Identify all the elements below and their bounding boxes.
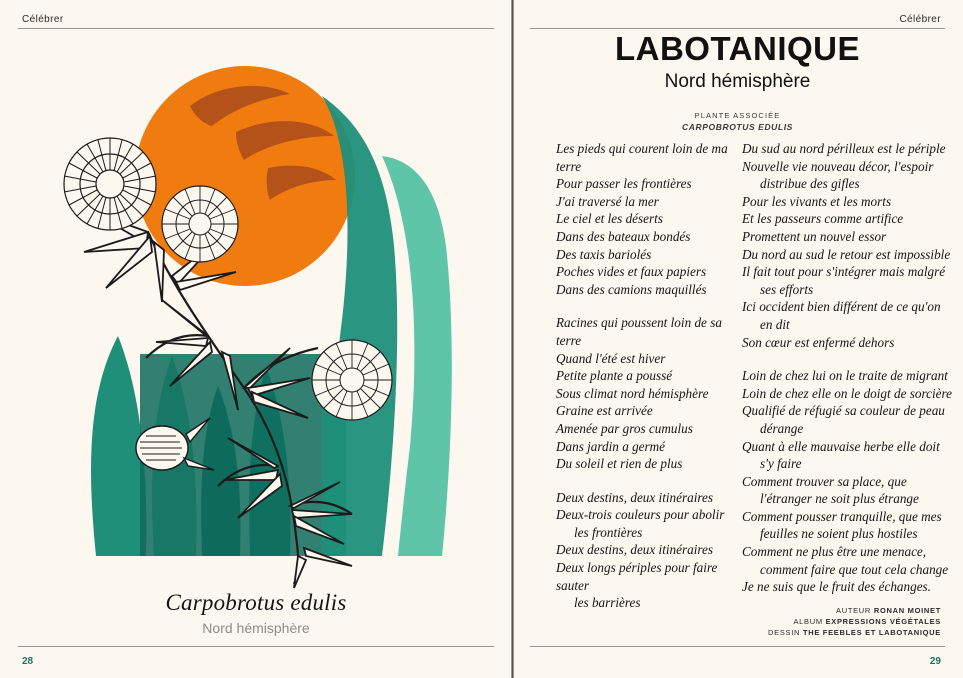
lyrics-line: l'étranger ne soit plus étrange [760,491,919,507]
lyrics-line: Comment pousser tranquille, que mes [742,508,942,524]
lyrics-line: Pour passer les frontières [556,176,692,192]
credits-block [768,605,941,638]
lyrics-line: Qualifié de réfugié sa couleur de peau [742,403,945,419]
lyrics-columns [512,140,963,628]
lyrics-line: Deux-trois couleurs pour abolir [556,507,725,523]
credit-value: RONAN MOINET [873,606,941,615]
credit-label: AUTEUR [836,606,872,615]
credit-label: ALBUM [793,617,823,626]
footer-rule-left [18,646,494,647]
lyrics-line: Je ne suis que le fruit des échanges. [742,579,931,595]
lyrics-column-left [512,140,730,628]
lyrics-column-right [730,140,963,628]
lyrics-line: s'y faire [760,456,802,472]
lyrics-line: Ici occident bien différent de ce qu'on [742,299,941,315]
lyrics-line: ses efforts [760,281,814,297]
lyrics-line: en dit [760,316,790,332]
page-title: LABOTANIQUE [614,30,861,67]
lyrics-line: Du nord au sud le retour est impossible [742,246,951,262]
right-page [512,0,963,678]
folio-right: 29 [929,656,941,667]
credit-row [768,605,941,616]
lyrics-line: Du soleil et rien de plus [556,456,683,472]
illustration-caption [0,590,512,636]
lyrics-line: Le ciel et les déserts [556,211,663,227]
lyrics-line: les barrières [574,595,641,611]
lyrics-stanza [742,140,963,351]
lyrics-line: Dans des camions maquillés [556,281,707,297]
lyrics-line: J'ai traversé la mer [556,193,659,209]
header-rule-right [530,28,945,29]
lyrics-line: Comment trouver sa place, que [742,473,907,489]
lyrics-line: Il fait tout pour s'intégrer mais malgré [742,264,946,280]
lyrics-line: Amenée par gros cumulus [556,420,693,436]
lyrics-line: Du sud au nord périlleux est le périple [742,141,946,156]
running-head-right: Célébrer [899,14,941,25]
lyrics-line: Graine est arrivée [556,403,653,419]
lyrics-stanza [556,140,730,298]
lyrics-line: Nouvelle vie nouveau décor, l'espoir [742,158,934,174]
lyrics-line: Quand l'été est hiver [556,350,666,366]
running-head-left: Célébrer [22,14,64,25]
lyrics-line: Promettent un nouvel essor [742,228,887,244]
lyrics-line: les frontières [574,524,643,540]
lyrics-line: Loin de chez elle on le doigt de sorcière [742,385,952,401]
lyrics-line: Deux destins, deux itinéraires [556,489,713,505]
lyrics-line: Dans jardin a germé [556,438,666,454]
lyrics-line: Loin de chez lui on le traite de migrant [742,368,948,384]
plant-illustration [22,36,490,592]
lyrics-line: Pour les vivants et les morts [742,193,892,209]
lyrics-line: Comment ne plus être une menace, [742,544,927,560]
spread-gutter [511,0,514,678]
credit-row [768,627,941,638]
lyrics-line: Quant à elle mauvaise herbe elle doit [742,438,940,454]
credit-value: THE FEEBLES ET LABOTANIQUE [802,628,941,637]
associated-plant-block [512,111,963,132]
lyrics-line: Sous climat nord hémisphère [556,385,709,401]
lyrics-line: Racines qui poussent loin de sa terre [556,315,726,348]
credit-value: EXPRESSIONS VÉGÉTALES [825,617,941,626]
lyrics-line: Deux longs périples pour faire sauter [556,560,721,593]
credit-label: DESSIN [768,628,801,637]
lyrics-line: Dans des bateaux bondés [556,228,691,244]
folio-left: 28 [22,656,34,667]
lyrics-line: Deux destins, deux itinéraires [556,542,713,558]
associated-plant-name: CARPOBROTUS EDULIS [682,122,793,132]
lyrics-line: Des taxis bariolés [556,246,652,262]
credit-row [768,616,941,627]
lyrics-line: Les pieds qui courent loin de ma terre [556,141,731,174]
lyrics-line: Et les passeurs comme artifice [742,211,904,227]
lyrics-line: distribue des gifles [760,176,860,192]
lyrics-line: Poches vides et faux papiers [556,264,707,280]
caption-subtitle: Nord hémisphère [202,620,310,636]
page-subtitle: Nord hémisphère [664,71,811,92]
footer-rule-right [530,646,945,647]
lyrics-line: comment faire que tout cela change [760,561,949,577]
lyrics-line: Petite plante a poussé [556,368,673,384]
lyrics-stanza [556,314,730,472]
lyrics-line: feuilles ne soient plus hostiles [760,526,918,542]
lyrics-stanza [742,367,963,596]
associated-plant-label: PLANTE ASSOCIÉE [694,111,781,120]
lyrics-line: dérange [760,420,804,436]
caption-scientific-name: Carpobrotus edulis [165,590,347,615]
lyrics-stanza [556,489,730,612]
header-rule-left [18,28,494,29]
lyrics-line: Son cœur est enfermé dehors [742,334,895,350]
